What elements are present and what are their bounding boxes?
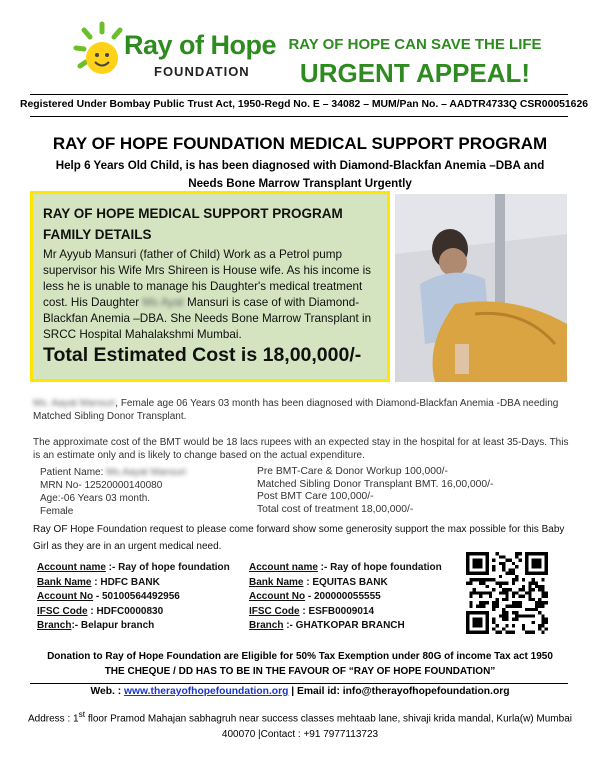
diagnosis-body: , Female age 06 Years 03 month has been diagnosed with Diamond-Blackfan Anemia -DBA needing Matched Sibling Donor Transplant. <box>33 398 559 422</box>
header <box>0 0 600 95</box>
website-link[interactable]: www.therayofhopefoundation.org <box>124 686 289 697</box>
address-part: floor Pramod Mahajan sabhagruh near success classes mehtaab lane, shivaji krida mandal, Kurla(w) Mumbai 400070 |Contact : +91 7977113723 <box>85 713 572 741</box>
intro-line2: Needs Bone Marrow Transplant Urgently <box>188 177 412 190</box>
donation-info <box>20 649 580 679</box>
label: Bank Name <box>249 576 304 588</box>
family-details-text <box>43 247 385 343</box>
label: Branch <box>249 620 284 631</box>
blurred-name: Ms. Aayat Mansuri <box>33 398 116 409</box>
family-text-part2: Mansuri is case of with Diamond-Blackfan Anemia –DBA. She Needs Bone Marrow Transplant in SRCC Hospital Mahalakshmi Mumbai. <box>43 296 372 341</box>
patient-mrn: MRN No- 12520000140080 <box>40 480 163 491</box>
tagline: RAY OF HOPE CAN SAVE THE LIFE <box>288 36 542 53</box>
label: Account No <box>249 591 306 602</box>
intro-child: Help 6 Years Old Child, <box>55 159 183 172</box>
value: :- GHATKOPAR BRANCH <box>283 620 405 631</box>
treatment-item: Matched Sibling Donor Transplant BMT. 16,00,000/- <box>257 478 494 490</box>
value: :- Ray of hope foundation <box>105 562 230 573</box>
value: : ESFB0009014 <box>299 605 375 617</box>
blurred-name: Ms Ayat <box>142 296 184 309</box>
value: - 200000055555 <box>305 591 381 602</box>
blurred-name: Ms.Aayat Mansuri <box>106 467 187 478</box>
bank-details-hdfc <box>37 561 237 634</box>
label: Bank Name <box>37 576 92 588</box>
patient-details <box>40 466 250 518</box>
label: Account name <box>249 562 318 573</box>
web-label: Web. : <box>90 686 125 697</box>
value: : EQUITAS BANK <box>303 576 388 588</box>
box-heading: RAY OF HOPE MEDICAL SUPPORT PROGRAM <box>43 206 343 221</box>
program-title: RAY OF HOPE FOUNDATION MEDICAL SUPPORT PROGRAM <box>52 134 548 153</box>
logo <box>72 18 277 88</box>
label: IFSC Code <box>249 605 300 617</box>
label: Branch <box>37 620 72 631</box>
bank-details-equitas <box>249 561 449 634</box>
qr-code-icon[interactable] <box>466 552 548 634</box>
email-text: | Email id: info@therayofhopefoundation.org <box>288 686 510 697</box>
family-details-box <box>30 191 390 382</box>
intro-text <box>20 157 580 193</box>
patient-name-row <box>40 466 250 479</box>
divider <box>30 683 568 684</box>
registration-line: Registered Under Bombay Public Trust Act, 1950-Regd No. E – 34082 – MUM/Pan No. – AADTR4733Q CSR00051626 <box>20 99 589 110</box>
request-text: Ray OF Hope Foundation request to please come forward show some generosity support the max possible for this Baby Girl as they are in an urgent medical need. <box>33 524 565 552</box>
intro-line1: is has been diagnosed with Diamond-Blackfan Anemia –DBA and <box>182 159 545 172</box>
treatment-item: Post BMT Care 100,000/- <box>257 491 374 502</box>
cost-note: The approximate cost of the BMT would be 18 lacs rupees with an expected stay in the hospital for at least 35-Days. This is an estimate only and is likely to change based on the actual expenditure. <box>33 437 569 461</box>
box-subheading: FAMILY DETAILS <box>43 227 152 242</box>
patient-name-label: Patient Name: <box>40 467 107 478</box>
tax-exemption: Donation to Ray of Hope Foundation are Eligible for 50% Tax Exemption under 80G of income Tax act 1950 <box>47 651 553 662</box>
urgent-appeal-title: URGENT APPEAL! <box>299 58 531 88</box>
divider <box>30 94 568 95</box>
divider <box>30 116 568 117</box>
treatment-costs <box>257 466 557 516</box>
label: IFSC Code <box>37 605 88 617</box>
value: :- Ray of hope foundation <box>317 562 442 573</box>
address <box>25 706 575 743</box>
value: - 50100564492956 <box>93 591 180 602</box>
address-part: Address : 1 <box>28 713 79 725</box>
address-sup: st <box>78 709 86 719</box>
value: :- Belapur branch <box>71 620 155 631</box>
diagnosis-text <box>33 397 573 423</box>
treatment-total: Total cost of treatment 18,00,000/- <box>257 503 414 515</box>
treatment-item: Pre BMT-Care & Donor Workup 100,000/- <box>257 466 448 477</box>
web-contact <box>0 686 600 697</box>
label: Account No <box>37 591 94 602</box>
logo-name: Ray of Hope <box>124 30 277 60</box>
cheque-favour: THE CHEQUE / DD HAS TO BE IN THE FAVOUR OF “RAY OF HOPE FOUNDATION” <box>104 666 496 677</box>
patient-photo <box>395 194 567 382</box>
value: : HDFC0000830 <box>87 605 164 617</box>
patient-age: Age:-06 Years 03 month. <box>40 493 151 504</box>
label: Account name <box>37 562 106 573</box>
value: : HDFC BANK <box>91 576 160 588</box>
total-cost: Total Estimated Cost is 18,00,000/- <box>43 344 362 366</box>
logo-subtitle: FOUNDATION <box>154 64 250 79</box>
family-text-part1: Mr Ayyub Mansuri (father of Child) Work as a Petrol pump supervisor his Wife Mrs Shireen is House wife. As his income is less he is unable to manage his Daughter's medical treatment cost. His Daughter <box>43 248 372 309</box>
patient-gender: Female <box>40 506 74 517</box>
